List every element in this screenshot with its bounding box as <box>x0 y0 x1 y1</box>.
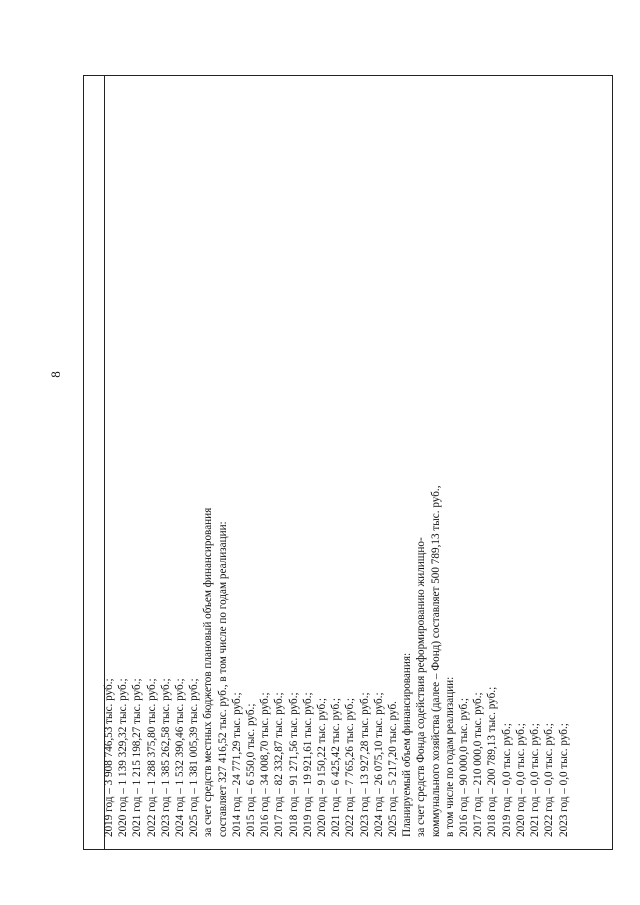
text-line: коммунального хозяйства (далее – Фонд) составляет 500 789,13 тыс. руб., <box>429 485 442 837</box>
page-number: 8 <box>47 371 63 378</box>
text-line: 2014 год – 24 771,29 тыс. руб.; <box>230 692 243 837</box>
text-line: 2024 год – 26 075,10 тыс. руб.; <box>372 692 385 837</box>
text-line: за счет средств местных бюджетов плановый объем финансирования <box>202 507 215 837</box>
text-line: 2023 год – 13 927,28 тыс. руб.; <box>358 692 371 837</box>
text-line: составляет 327 416,52 тыс. руб., в том числе по годам реализации: <box>216 521 229 837</box>
text-line: 2022 год – 1 288 375,80 тыс. руб.; <box>145 678 158 837</box>
text-line: 2016 год – 90 000,0 тыс. руб.; <box>458 697 471 837</box>
text-line: 2021 год – 6 425,42 тыс. руб.; <box>330 697 343 837</box>
text-line: в том числе по годам реализации: <box>443 676 456 837</box>
text-line: 2020 год – 1 139 329,32 тыс. руб.; <box>117 678 130 837</box>
text-line: 2017 год – 82 332,87 тыс. руб.; <box>273 692 286 837</box>
text-line: 2019 год – 0,0 тыс. руб.; <box>500 723 513 837</box>
text-line: 2025 год – 5 217,20 тыс. руб. <box>387 701 400 837</box>
text-line: 2023 год – 0,0 тыс. руб.; <box>557 723 570 837</box>
text-line: 2020 год – 9 150,22 тыс. руб.; <box>316 697 329 837</box>
text-line: 2021 год – 1 215 198,27 тыс. руб.; <box>131 678 144 837</box>
rotated-text-block <box>102 72 602 837</box>
text-line: 2016 год – 34 008,70 тыс. руб.; <box>259 692 272 837</box>
text-line: 2015 год – 6 550,0 тыс. руб.; <box>245 703 258 837</box>
text-line: 2022 год – 0,0 тыс. руб.; <box>543 723 556 837</box>
text-line: 2019 год – 3 908 746,53 тыс. руб.; <box>103 678 115 837</box>
text-line: 2019 год – 19 921,61 тыс. руб.; <box>301 692 314 837</box>
text-line: 2018 год – 91 271,56 тыс. руб.; <box>287 692 300 837</box>
text-line: 2020 год – 0,0 тыс. руб.; <box>514 723 527 837</box>
text-line: за счет средств Фонда содействия реформированию жилищно- <box>415 537 428 837</box>
text-line: 2022 год – 7 765,26 тыс. руб.; <box>344 697 357 837</box>
text-line: 2025 год – 1 381 005,39 тыс. руб.; <box>188 678 201 837</box>
text-line: 2023 год – 1 385 262,58 тыс. руб.; <box>159 678 172 837</box>
text-line: 2021 год – 0,0 тыс. руб.; <box>529 723 542 837</box>
text-line: 2017 год – 210 000,0 тыс. руб.; <box>472 692 485 837</box>
text-line: Планируемый объем финансирования: <box>401 652 414 837</box>
text-line: 2018 год – 200 789,13 тыс. руб.; <box>486 686 499 837</box>
text-line: 2024 год – 1 532 390,46 тыс. руб.; <box>174 678 187 837</box>
